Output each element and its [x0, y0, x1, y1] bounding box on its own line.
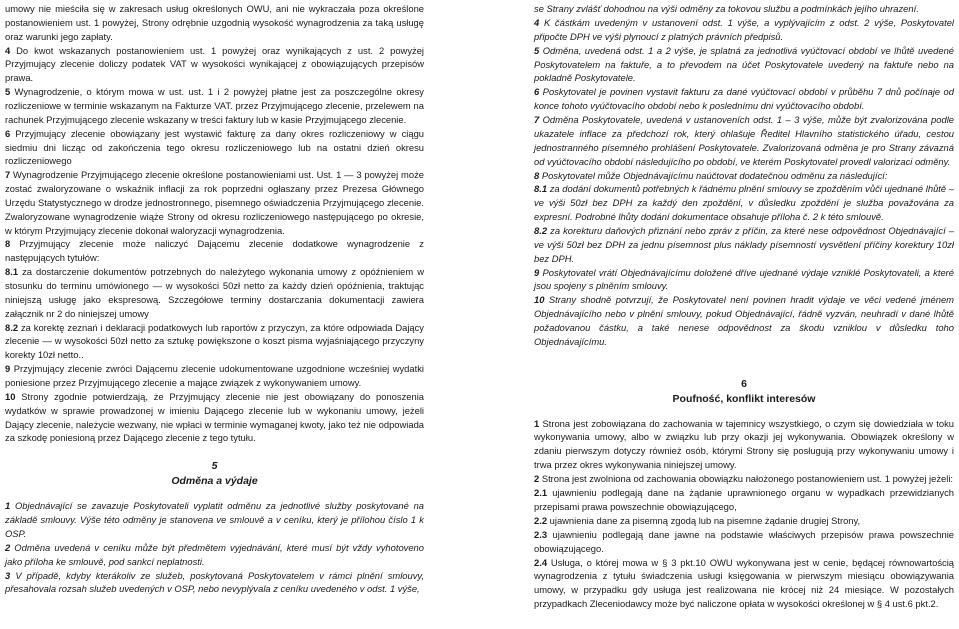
left-column-polish	[5, 2, 424, 596]
paragraph-7: 7 Wynagrodzenie Przyjmującego zlecenie określone postanowieniami ust. Ust. 1 — 3 powyżej może zostać zwaloryzowane o wskaźnik inflacji za rok poprzedni ogłaszany przez Prezesa Głównego Urzędu Statystycznego w drodze jednostronnego, pisemnego oświadczenia Przyjmującego zlecenie. Zwaloryzowane wynagrodzenie wiąże Strony od okresu rozliczeniowego następującego po okresie, w którym Przyjmujący zlecenie dokonał waloryzacji wynagrodzenia.	[5, 169, 424, 236]
paragraph-8-2: 8.2 za korektę zeznań i deklaracji podatkowych lub raportów z przyczyn, za które odpowiada Dający zlecenie — w wysokości 50zł netto za sztukę powiększone o koszt pisma wyjaśniającego przyczyny korekty 10zł netto..	[5, 321, 424, 361]
paragraph-number: 6	[5, 127, 11, 139]
paragraph-4: 4 Do kwot wskazanych postanowieniem ust. 1 powyżej oraz wynikających z ust. 2 powyżej Przyjmujący zlecenie doliczy podatek VAT w wysokości wynikającej z obowiązujących przepisów prawa.	[5, 44, 424, 84]
polish-paragraph-1: 1 Strona jest zobowiązana do zachowania w tajemnicy wszystkiego, o czym się dowiedziała w toku wykonywania umowy, albo w związku lub przy okazji jej wykonywania. Obowiązek określony w zdaniu pierwszym dotyczy również osób, którymi Strony się posługują przy wykonywaniu umowy i trwa przez okres wykonywania niniejszej umowy.	[534, 417, 954, 470]
czech-paragraph-6: 6 Poskytovatel je povinen vystavit fakturu za dané vyúčtovací období v průběhu 7 dnů počínaje od konce tohoto vyúčtovacího období nebo k poslednímu dni vyúčtovacího období.	[534, 86, 954, 112]
paragraph-number: 1	[534, 417, 540, 429]
czech-paragraph-1: 1 Objednávající se zavazuje Poskytovateli vyplatit odměnu za jednotlivé služby poskytované na základě smlouvy. Výše této odměny je stanovena ve smlouvě a v ceníku, který je přílohou číslo 1 k OSP.	[5, 500, 424, 539]
czech-paragraph-8: 8 Poskytovatel může Objednávajícímu naúčtovat dodatečnou odměnu za následující:	[534, 169, 888, 181]
paragraph-number: 2.4	[534, 556, 548, 568]
paragraph-number: 4	[534, 16, 540, 28]
section-heading-6	[534, 377, 954, 407]
paragraph-number: 3	[5, 569, 11, 581]
paragraph-6: 6 Przyjmujący zlecenie obowiązany jest wystawić fakturę za dany okres rozliczeniowy w ciągu siedmiu dni licząc od zakończenia tego okresu rozliczeniowego lub na ostatni dzień okresu rozliczeniowego	[5, 127, 424, 167]
paragraph-number: 2	[534, 472, 540, 484]
paragraph-number: 1	[5, 500, 11, 512]
paragraph-number: 10	[5, 391, 16, 402]
czech-paragraph-3: 3 V případě, kdyby kterákoliv ze služeb, poskytovaná Poskytovatelem v rámci plnění smlouvy, přesahovala rozsah služeb uvedených v OSP, nebo nevyplývala z ceníku uvedeného v odst. 1 výše,	[5, 569, 424, 595]
czech-paragraph-9: 9 Poskytovatel vrátí Objednávajícímu doložené dříve ujednané výdaje vzniklé Poskytovateli, a které jsou spojeny s plněním smlouvy.	[534, 266, 954, 292]
paragraph-8: 8 Przyjmujący zlecenie może naliczyć Dającemu zlecenie dodatkowe wynagrodzenie z następujących tytułów:	[5, 238, 424, 264]
paragraph-number: 9	[5, 363, 11, 375]
section-title: Odměna a výdaje	[171, 475, 258, 488]
polish-paragraph-2-4: 2.4 Usługa, o której mowa w § 3 pkt.10 OWU wykonywana jest w cenie, będącej równowartością wynagrodzenia z tytułu świadczenia usługi księgowania w pierwszym miesiącu obowiązywania umowy, w przypadku gdy usługa jest realizowana nie krócej niż 24 miesiące. W pozostałych przypadkach Zleceniodawcy może być naliczone opłata w wysokości określonej w § 4 ust.6 pkt.2.	[534, 556, 954, 609]
paragraph-number: 7	[5, 169, 11, 181]
paragraph-8-1: 8.1 za dostarczenie dokumentów potrzebnych do należytego wykonania umowy z opóźnieniem w stosunku do terminu umówionego — w wysokości 50zł netto za każdy dzień opóźnienia, traktując niniejszą usługę jako ekspresową. Szczegółowe terminy dostarczania dokumentacji zawiera załącznik nr 2 do niniejszej umowy	[5, 266, 424, 319]
section-title: Poufność, konflikt interesów	[672, 392, 816, 405]
czech-paragraph-10: 10 Strany shodně potvrzují, že Poskytovatel není povinen hradit výdaje ve věci vedené jménem Objednávajícího nebo v plnění smlouvy, pokud Objednávající, řádně vyzván, neuhradí v dané lhůtě požadovanou částku, a také nenese odpovědnost za škodu vzniklou v důsledku toho Objednávajícímu.	[534, 294, 954, 347]
paragraph-number: 8	[534, 169, 540, 181]
czech-paragraph-5: 5 Odměna, uvedená odst. 1 a 2 výše, je splatná za jednotlivá vyúčtovací období ve lhůtě uvedené Poskytovatelem na faktuře, a to převodem na účet Poskytovatele uvedený na faktuře nebo na pokladně Poskytovatele.	[534, 44, 954, 84]
czech-paragraph-8-1: 8.1 za dodání dokumentů potřebných k řádnému plnění smlouvy se zpožděním vůči ujednané lhůtě – ve výši 50zł bez DPH za každý den zpoždění, v důsledku zpoždění je služba považována za expresní. Podrobné lhůty dodání dokumentace obsahuje příloha č. 2 k této smlouvě.	[534, 183, 954, 223]
paragraph-number: 8.1	[5, 266, 19, 278]
paragraph-number: 8	[5, 238, 11, 250]
paragraph-number: 2.1	[534, 486, 548, 498]
czech-paragraph-7: 7 Odměna Poskytovatele, uvedená v ustanoveních odst. 1 – 3 výše, může být zvalorizována podle ukazatele inflace za předchozí rok, který ohlašuje Ředitel Hlavního statistického úřadu, cestou jednostranného písemného prohlášení Poskytovatele. Zvalorizovaná odměna je pro Strany závazná od vyúčtovacího období následujícího po období, ve kterém Poskytovatel provedl valorizaci odměny.	[534, 114, 954, 167]
polish-paragraph-2-3: 2.3 ujawnieniu podlegają dane jawne na podstawie właściwych przepisów prawa powszechnie obowiązującego.	[534, 528, 954, 554]
paragraph-number: 8.2	[534, 225, 548, 237]
paragraph-5: 5 Wynagrodzenie, o którym mowa w ust. ust. 1 i 2 powyżej płatne jest za poszczególne okresy rozliczeniowe w terminie wskazanym na Fakturze VAT. przez Przyjmującego zlecenie, przelewem na rachunek Przyjmującego zlecenie wskazany w treści faktury lub w kasie Przyjmującego zlecenie.	[5, 86, 424, 125]
paragraph-continued: umowy nie mieściła się w zakresach usług określonych OWU, ani nie wykraczała poza określone postanowieniem ust. 1 powyżej, Strony odrębnie uzgodnią wysokość wynagrodzenia za taką usługę oraz warunki jego zapłaty.	[5, 3, 424, 42]
paragraph-number: 7	[534, 114, 540, 126]
czech-paragraph-continued: se Strany zvlášť dohodnou na výši odměny za tokovou službu a podmínkách jejího uhrazení.	[534, 3, 919, 14]
paragraph-number: 4	[5, 44, 11, 56]
right-column	[534, 2, 954, 611]
paragraph-number: 9	[534, 266, 540, 278]
paragraph-number: 10	[534, 294, 545, 306]
paragraph-number: 8.2	[5, 321, 19, 333]
paragraph-number: 2	[5, 541, 11, 553]
paragraph-10: 10 Strony zgodnie potwierdzają, że Przyjmujący zlecenie nie jest obowiązany do ponoszenia wydatków w sprawie prowadzonej w imieniu Dającego zlecenie lub w wykonaniu umowy, jeżeli Dający zlecenie, należycie wezwany, nie wpłaci w terminie wymaganej kwoty, jako też nie odpowiada za szkodę poniesioną przez Dającego zlecenie z tego tytułu.	[5, 391, 424, 444]
paragraph-number: 5	[5, 86, 11, 98]
polish-paragraph-2: 2 Strona jest zwolniona od zachowania obowiązku nałożonego postanowieniem ust. 1 powyżej jeżeli:	[534, 472, 954, 484]
paragraph-number: 2.3	[534, 528, 548, 540]
section-number: 6	[741, 377, 747, 390]
paragraph-number: 5	[534, 44, 540, 56]
paragraph-number: 6	[534, 86, 540, 98]
polish-paragraph-2-2: 2.2 ujawnienia dane za pisemną zgodą lub na pisemne żądanie drugiej Strony,	[534, 514, 861, 526]
czech-paragraph-8-2: 8.2 za korekturu daňových přiznání nebo zpráv z příčin, za které nese odpovědnost Objednávající – ve výši 50zł bez DPH za jednu písemnost plus náklady písemností vysvětlení příčiny korektury 10zł bez DPH.	[534, 225, 954, 264]
polish-paragraph-2-1: 2.1 ujawnieniu podlegają dane na żądanie uprawnionego organu w wypadkach przewidzianych przepisami prawa powszechnie obowiązującego,	[534, 486, 954, 512]
czech-paragraph-4: 4 K částkám uvedeným v ustanovení odst. 1 výše, a vyplývajícím z odst. 2 výše, Poskytovatel připočte DPH ve výši plynoucí z platných právních předpisů.	[534, 16, 954, 42]
section-heading-5	[5, 459, 424, 489]
paragraph-number: 2.2	[534, 514, 548, 526]
paragraph-9: 9 Przyjmujący zlecenie zwróci Dającemu zlecenie udokumentowane uzgodnione wcześniej wydatki poniesione przez Przyjmującego zlecenie a mające związek z wykonywaniem umowy.	[5, 363, 424, 389]
section-number: 5	[211, 460, 218, 473]
paragraph-number: 8.1	[534, 183, 548, 195]
czech-paragraph-2: 2 Odměna uvedená v ceníku může být předmětem vyjednávání, které musí být vždy vyhotoveno jako příloha ke smlouvě, pod sankcí neplatnosti.	[5, 541, 424, 567]
